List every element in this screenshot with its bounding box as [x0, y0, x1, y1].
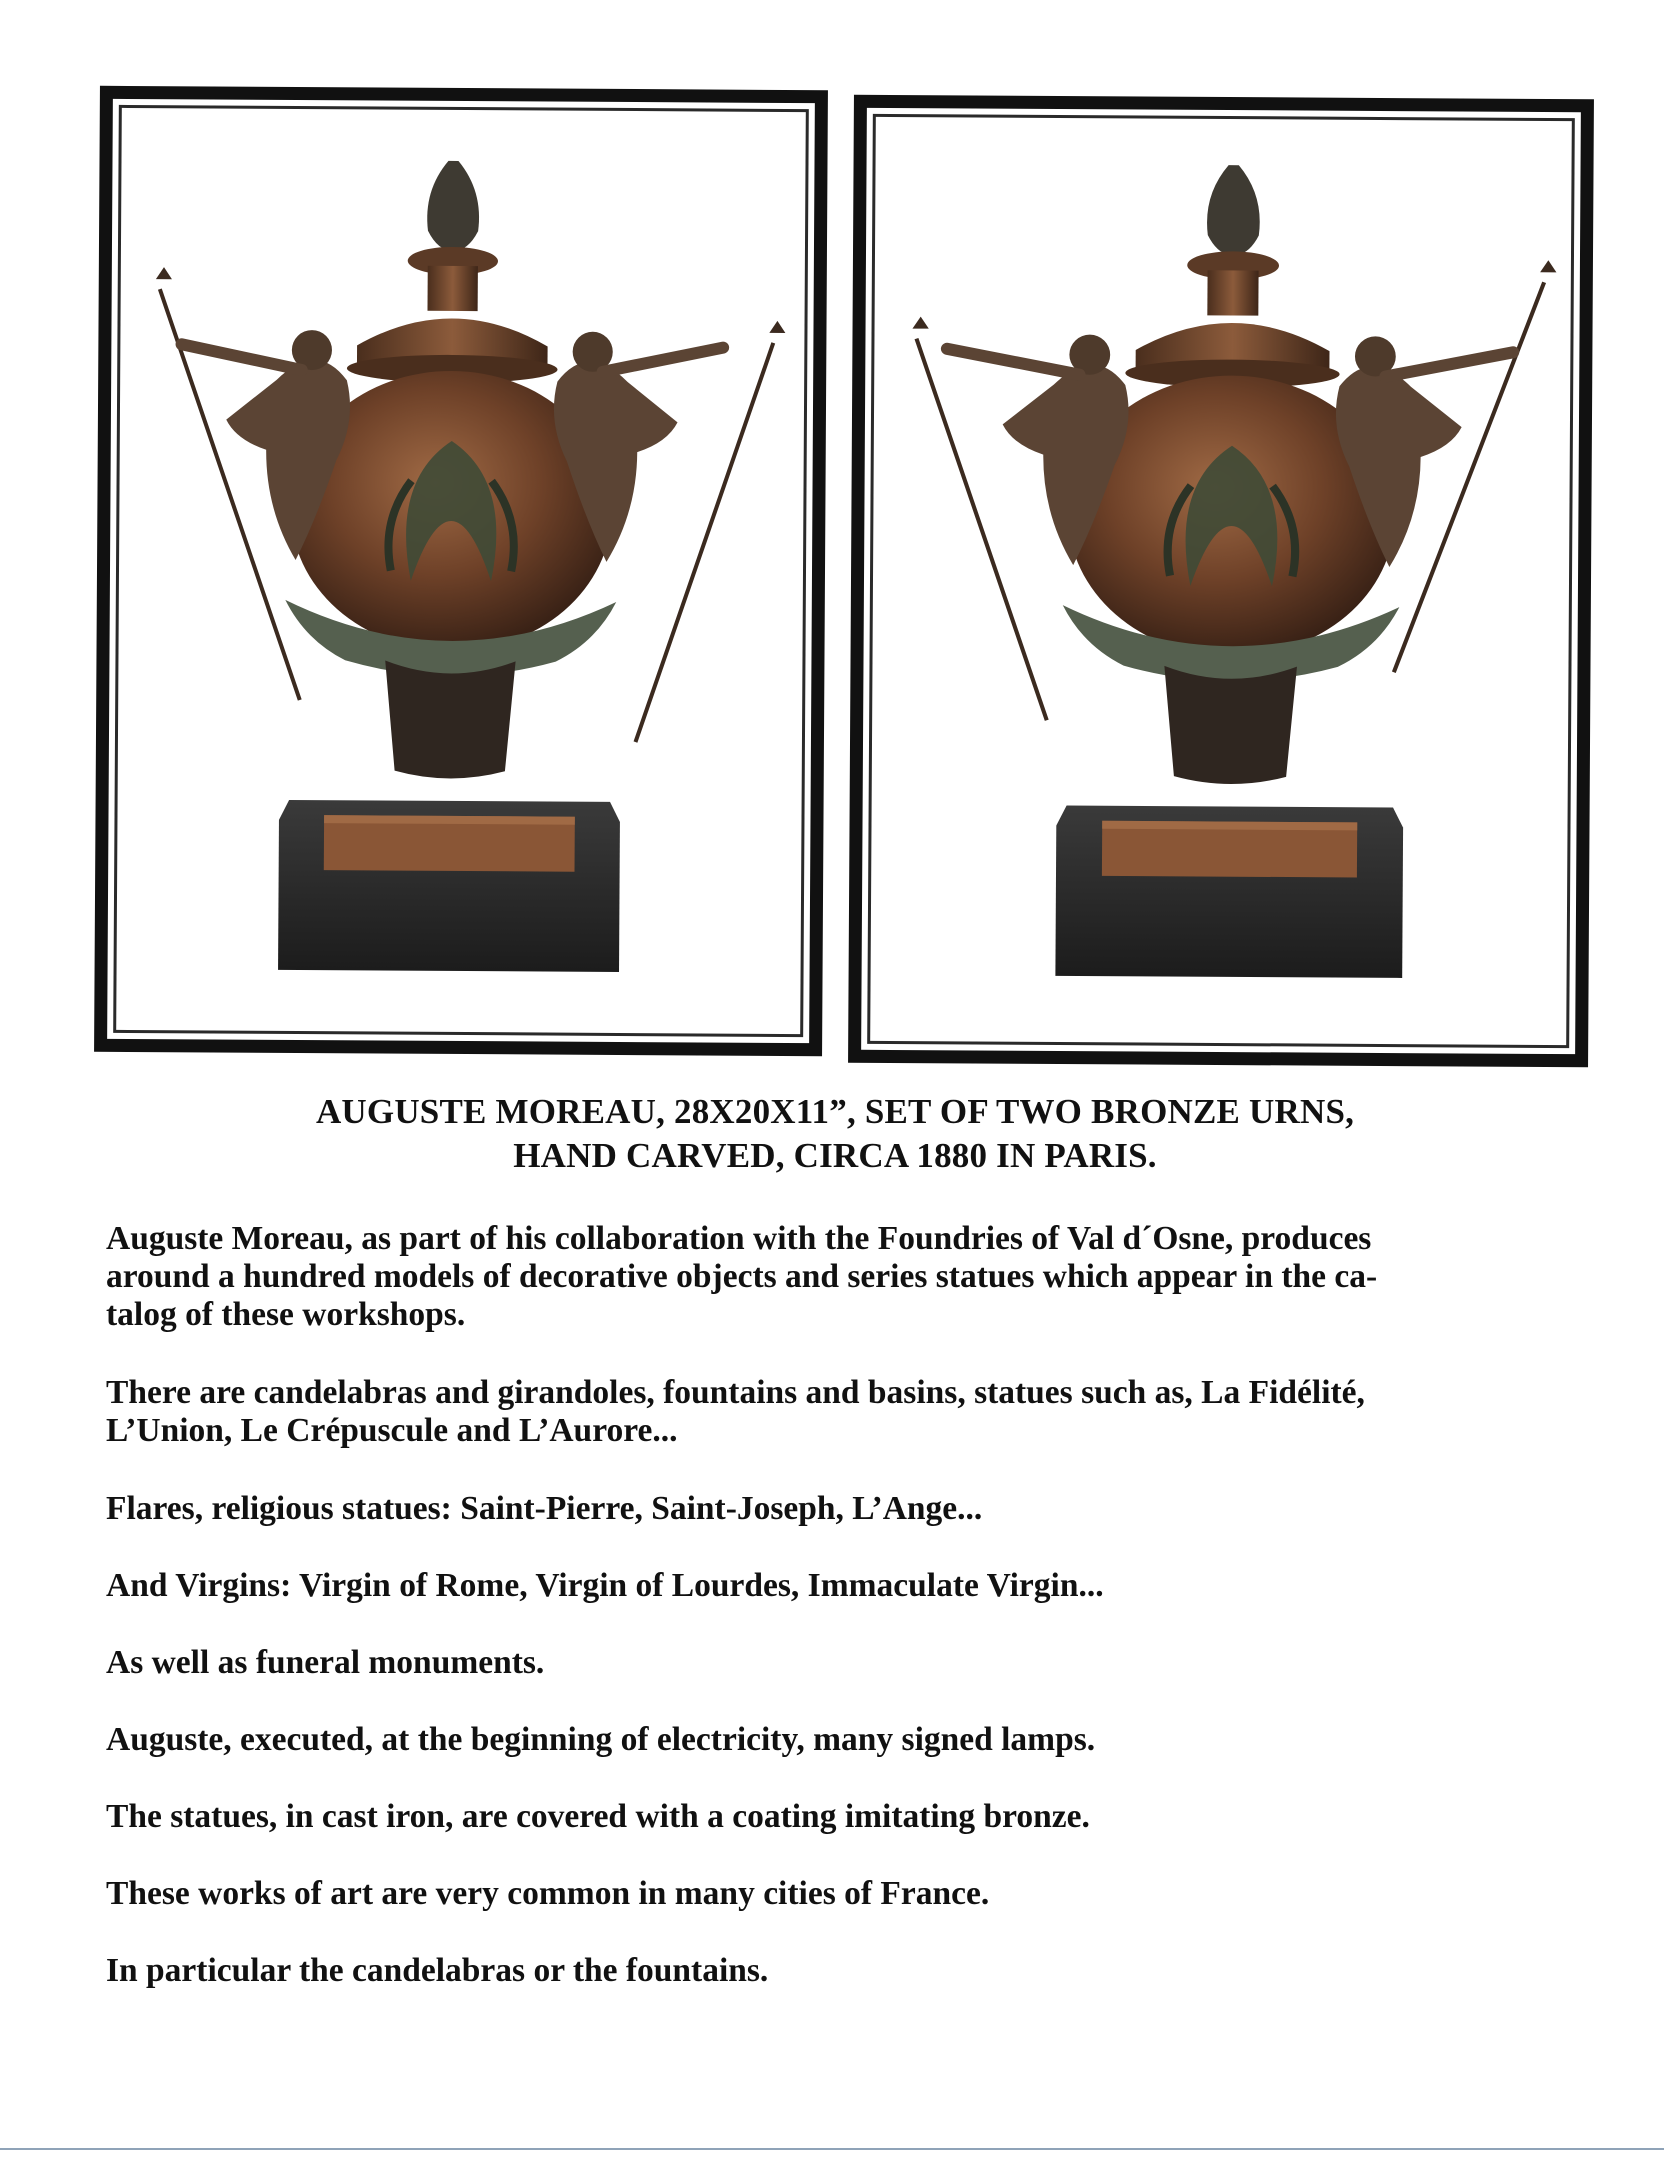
paragraph-line: In particular the candelabras or the fountains.: [106, 1952, 769, 1989]
paragraph-line: Auguste Moreau, as part of his collaboration with the Foundries of Val d´Osne, produces: [106, 1220, 1372, 1257]
paragraph-line: These works of art are very common in many cities of France.: [106, 1875, 990, 1912]
bronze-urn-image: [107, 99, 815, 1043]
paragraph-line: There are candelabras and girandoles, fountains and basins, statues such as, La Fidélité,: [106, 1374, 1365, 1411]
paragraph-line: As well as funeral monuments.: [106, 1644, 545, 1681]
paragraph: [106, 1374, 1576, 1450]
paragraph-line: The statues, in cast iron, are covered with a coating imitating bronze.: [106, 1798, 1090, 1835]
paragraph: [106, 1567, 1576, 1605]
urn-photo-right: [848, 95, 1594, 1068]
paragraph: [106, 1220, 1576, 1334]
paragraph-line: Flares, religious statues: Saint-Pierre, Saint-Joseph, L’Ange...: [106, 1490, 983, 1527]
document-body: [106, 1220, 1576, 2029]
paragraph: [106, 1952, 1576, 1990]
paragraph-line: Auguste, executed, at the beginning of electricity, many signed lamps.: [106, 1721, 1096, 1758]
paragraph: [106, 1798, 1576, 1836]
document-heading: [140, 1090, 1530, 1178]
paragraph-line: And Virgins: Virgin of Rome, Virgin of Lourdes, Immaculate Virgin...: [106, 1567, 1104, 1604]
paragraph: [106, 1721, 1576, 1759]
paragraph: [106, 1875, 1576, 1913]
paragraph: [106, 1644, 1576, 1682]
urn-photo-left: [94, 86, 828, 1056]
heading-line-1: AUGUSTE MOREAU, 28X20X11”, SET OF TWO BRONZE URNS,: [315, 1092, 1355, 1131]
paragraph-line: around a hundred models of decorative objects and series statues which appear in the ca-: [106, 1258, 1378, 1295]
paragraph-line: L’Union, Le Crépuscule and L’Aurore...: [106, 1412, 678, 1449]
heading-line-2: HAND CARVED, CIRCA 1880 IN PARIS.: [513, 1136, 1157, 1175]
paragraph-line: talog of these workshops.: [106, 1296, 466, 1333]
paragraph: [106, 1490, 1576, 1528]
scan-edge-line: [0, 2148, 1664, 2150]
bronze-urn-image: [861, 108, 1581, 1054]
